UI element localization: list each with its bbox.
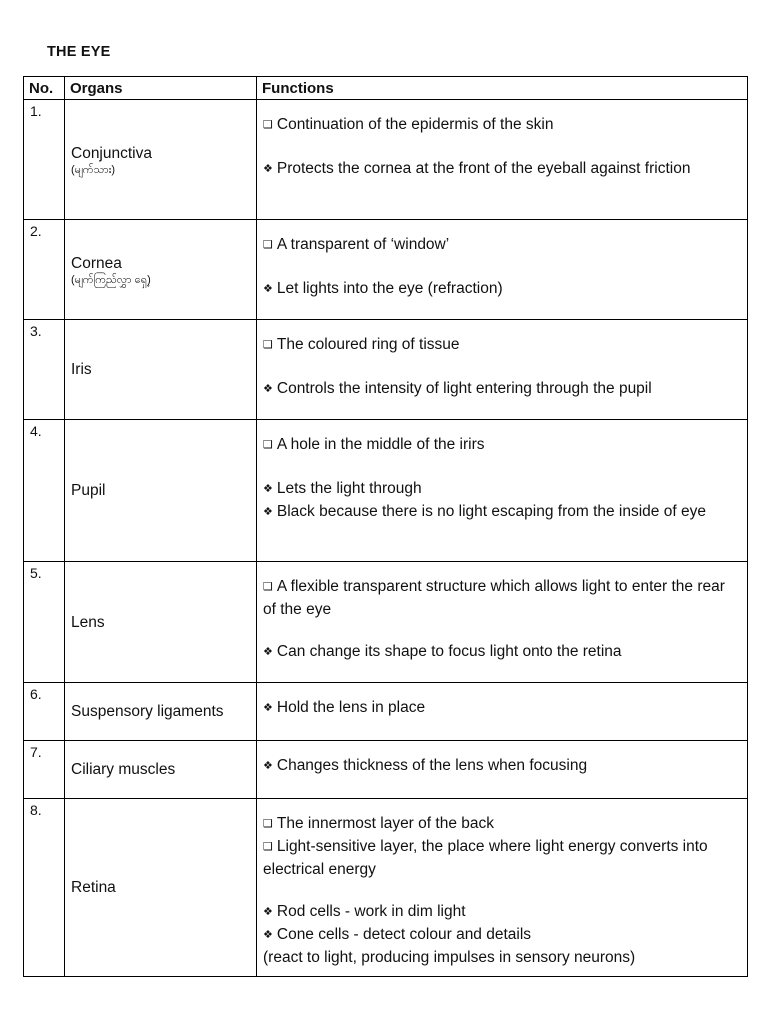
function-item: [263, 901, 737, 924]
function-item: [263, 234, 737, 257]
functions-cell: [257, 799, 748, 977]
organ-name: Ciliary muscles: [71, 761, 176, 778]
organ-name: Pupil: [71, 482, 106, 499]
function-item: [263, 697, 737, 720]
organ-cell: [65, 683, 257, 741]
function-item: [263, 924, 737, 947]
eye-organs-table: [23, 76, 748, 977]
function-text: Cone cells - detect colour and details: [276, 926, 532, 943]
table-row: [24, 683, 748, 741]
organ-name: Iris: [71, 361, 92, 378]
row-number: 2.: [24, 220, 65, 320]
organ-name: Conjunctiva: [71, 144, 152, 162]
organ-cell: [65, 420, 257, 562]
organ-burmese-name: (မျက်သား): [71, 163, 116, 176]
functions-cell: [257, 741, 748, 799]
square-bullet-icon: ❑: [263, 239, 273, 251]
function-text: (react to light, producing impulses in sensory neurons): [263, 949, 636, 966]
diamond-bullet-icon: ❖: [263, 483, 273, 495]
function-text: A hole in the middle of the irirs: [276, 436, 485, 453]
organ-cell: [65, 799, 257, 977]
function-text: A transparent of ‘window’: [276, 236, 450, 253]
row-number: 6.: [24, 683, 65, 741]
diamond-bullet-icon: ❖: [263, 760, 273, 772]
function-item: [263, 755, 737, 778]
function-text: Changes thickness of the lens when focusing: [276, 757, 588, 774]
function-text: Continuation of the epidermis of the skin: [276, 116, 554, 133]
organ-cell: [65, 100, 257, 220]
square-bullet-icon: ❑: [263, 818, 273, 830]
function-item: [263, 278, 737, 301]
functions-cell: [257, 220, 748, 320]
column-header-functions: Functions: [257, 77, 748, 100]
table-row: [24, 420, 748, 562]
row-number: 1.: [24, 100, 65, 220]
table-row: [24, 320, 748, 420]
function-item: [263, 334, 737, 357]
diamond-bullet-icon: ❖: [263, 929, 273, 941]
column-header-no: No.: [24, 77, 65, 100]
organ-cell: [65, 220, 257, 320]
function-text: A flexible transparent structure which allows light to enter the rear of the eye: [263, 578, 725, 618]
diamond-bullet-icon: ❖: [263, 646, 273, 658]
function-item: [263, 378, 737, 401]
table-row: [24, 220, 748, 320]
function-item: [263, 576, 737, 620]
diamond-bullet-icon: ❖: [263, 163, 273, 175]
square-bullet-icon: ❑: [263, 841, 273, 853]
table-row: [24, 562, 748, 683]
function-text: Rod cells - work in dim light: [276, 903, 466, 920]
function-text: Protects the cornea at the front of the eyeball against friction: [276, 160, 691, 177]
organ-name: Cornea: [71, 254, 122, 272]
row-number: 4.: [24, 420, 65, 562]
functions-cell: [257, 420, 748, 562]
diamond-bullet-icon: ❖: [263, 506, 273, 518]
table-header-row: [24, 77, 748, 100]
function-item: [263, 478, 737, 501]
function-text: Let lights into the eye (refraction): [276, 280, 503, 297]
organ-name: Lens: [71, 613, 105, 631]
square-bullet-icon: ❑: [263, 119, 273, 131]
column-header-organs: Organs: [65, 77, 257, 100]
page-title: THE EYE: [47, 44, 111, 60]
function-item: [263, 641, 737, 664]
organ-cell: [65, 741, 257, 799]
table-row: [24, 100, 748, 220]
function-text: Hold the lens in place: [276, 699, 426, 716]
row-number: 8.: [24, 799, 65, 977]
organ-cell: [65, 320, 257, 420]
diamond-bullet-icon: ❖: [263, 283, 273, 295]
function-text: Controls the intensity of light entering through the pupil: [276, 380, 652, 397]
row-number: 3.: [24, 320, 65, 420]
organ-name: Retina: [71, 879, 116, 896]
function-item: [263, 114, 737, 137]
function-item: [263, 813, 737, 836]
function-text: Black because there is no light escaping from the inside of eye: [276, 503, 706, 520]
organ-burmese-name: (မျက်ကြည်လွှာ ရှေ့): [71, 273, 151, 286]
function-text: Light-sensitive layer, the place where light energy converts into electrical energy: [263, 838, 708, 878]
row-number: 5.: [24, 562, 65, 683]
diamond-bullet-icon: ❖: [263, 383, 273, 395]
square-bullet-icon: ❑: [263, 339, 273, 351]
square-bullet-icon: ❑: [263, 439, 273, 451]
table-body: [24, 100, 748, 977]
functions-cell: [257, 562, 748, 683]
function-text: Lets the light through: [276, 480, 422, 497]
table-row: [24, 799, 748, 977]
function-text: The innermost layer of the back: [276, 815, 494, 832]
square-bullet-icon: ❑: [263, 581, 273, 593]
function-item: [263, 434, 737, 457]
organ-cell: [65, 562, 257, 683]
functions-cell: [257, 683, 748, 741]
functions-cell: [257, 100, 748, 220]
function-text: Can change its shape to focus light onto the retina: [276, 643, 622, 660]
functions-cell: [257, 320, 748, 420]
function-text: The coloured ring of tissue: [276, 336, 460, 353]
organ-name: Suspensory ligaments: [71, 703, 224, 720]
row-number: 7.: [24, 741, 65, 799]
function-item: [263, 501, 737, 524]
diamond-bullet-icon: ❖: [263, 906, 273, 918]
function-item: [263, 947, 737, 968]
table-row: [24, 741, 748, 799]
diamond-bullet-icon: ❖: [263, 702, 273, 714]
function-item: [263, 836, 737, 880]
function-item: [263, 158, 737, 181]
